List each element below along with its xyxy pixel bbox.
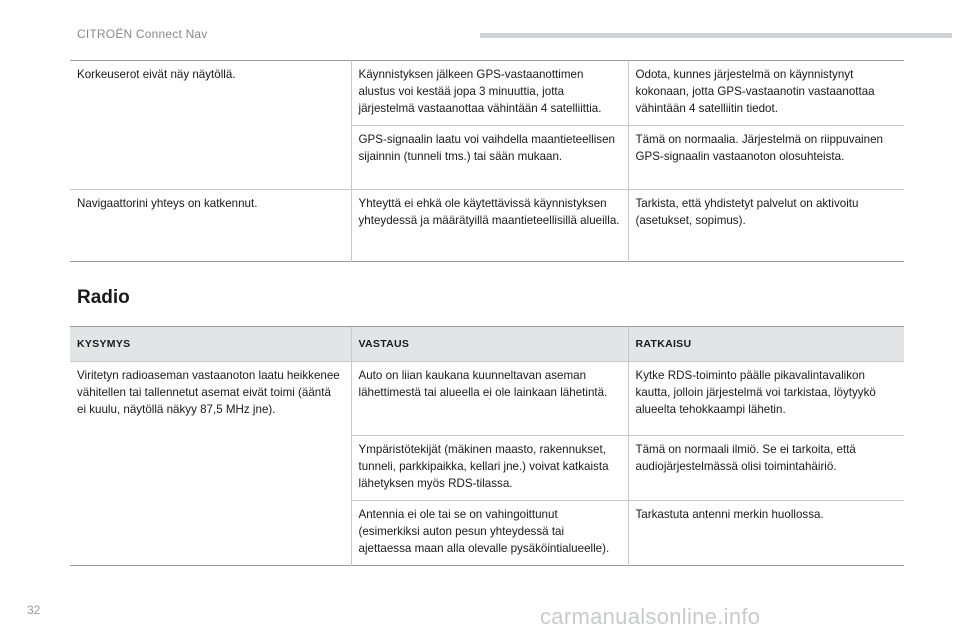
- column-header-answer: VASTAUS: [351, 327, 628, 362]
- answer-cell: Auto on liian kaukana kuunneltavan aseman lähettimestä tai alueella ei ole lainkaan lähetintä.: [351, 362, 628, 436]
- answer-cell: Ympäristötekijät (mäkinen maasto, rakennukset, tunneli, parkkipaikka, kellari jne.) voivat katkaista lähetyksen myös RDS-tilassa.: [351, 436, 628, 501]
- column-header-solution: RATKAISU: [628, 327, 904, 362]
- answer-cell: Yhteyttä ei ehkä ole käytettävissä käynnistyksen yhteydessä ja määrätyillä maantieteellisillä alueilla.: [351, 190, 628, 262]
- solution-cell: Kytke RDS-toiminto päälle pikavalintavalikon kautta, jolloin järjestelmä voi tarkistaa, löytyykö alueelta tehokkaampi lähetin.: [628, 362, 904, 436]
- answer-cell: GPS-signaalin laatu voi vaihdella maantieteellisen sijainnin (tunneli tms.) tai sään mukaan.: [351, 126, 628, 190]
- column-header-question: KYSYMYS: [70, 327, 351, 362]
- question-cell: Korkeuserot eivät näy näytöllä.: [77, 68, 236, 81]
- table-row: [70, 362, 904, 436]
- header-bar: [480, 33, 952, 38]
- solution-cell: Tarkastuta antenni merkin huollossa.: [628, 501, 904, 566]
- answer-cell: Antennia ei ole tai se on vahingoittunut (esimerkiksi auton pesun yhteydessä tai ajettaessa maan alla olevalle pysäköintialueelle).: [351, 501, 628, 566]
- gps-troubleshooting-table: [70, 60, 904, 262]
- table-row: [70, 61, 904, 126]
- solution-cell: Tämä on normaali ilmiö. Se ei tarkoita, että audiojärjestelmässä olisi toimintahäiriö.: [628, 436, 904, 501]
- table-row: [70, 190, 904, 262]
- solution-cell: Tämä on normaalia. Järjestelmä on riippuvainen GPS-signaalin vastaanoton olosuhteista.: [628, 126, 904, 190]
- header-title: CITROËN Connect Nav: [77, 27, 208, 41]
- watermark: carmanualsonline.info: [540, 604, 761, 629]
- page-number: 32: [27, 603, 41, 617]
- radio-troubleshooting-table: [70, 326, 904, 566]
- question-cell: Viritetyn radioaseman vastaanoton laatu heikkenee vähitellen tai tallennetut asemat eivät toimi (ääntä ei kuulu, näytöllä näkyy 87,5 MHz jne).: [70, 362, 351, 566]
- section-heading-radio: Radio: [77, 287, 130, 308]
- answer-cell: Käynnistyksen jälkeen GPS-vastaanottimen alustus voi kestää jopa 3 minuuttia, jotta järjestelmä vastaanottaa vähintään 4 satelliittia.: [351, 61, 628, 126]
- solution-cell: Odota, kunnes järjestelmä on käynnistynyt kokonaan, jotta GPS-vastaanotin vastaanottaa vähintään 4 satelliitin tiedot.: [628, 61, 904, 126]
- question-cell: Navigaattorini yhteys on katkennut.: [70, 190, 351, 262]
- solution-cell: Tarkista, että yhdistetyt palvelut on aktivoitu (asetukset, sopimus).: [628, 190, 904, 262]
- table-header-row: [70, 327, 904, 362]
